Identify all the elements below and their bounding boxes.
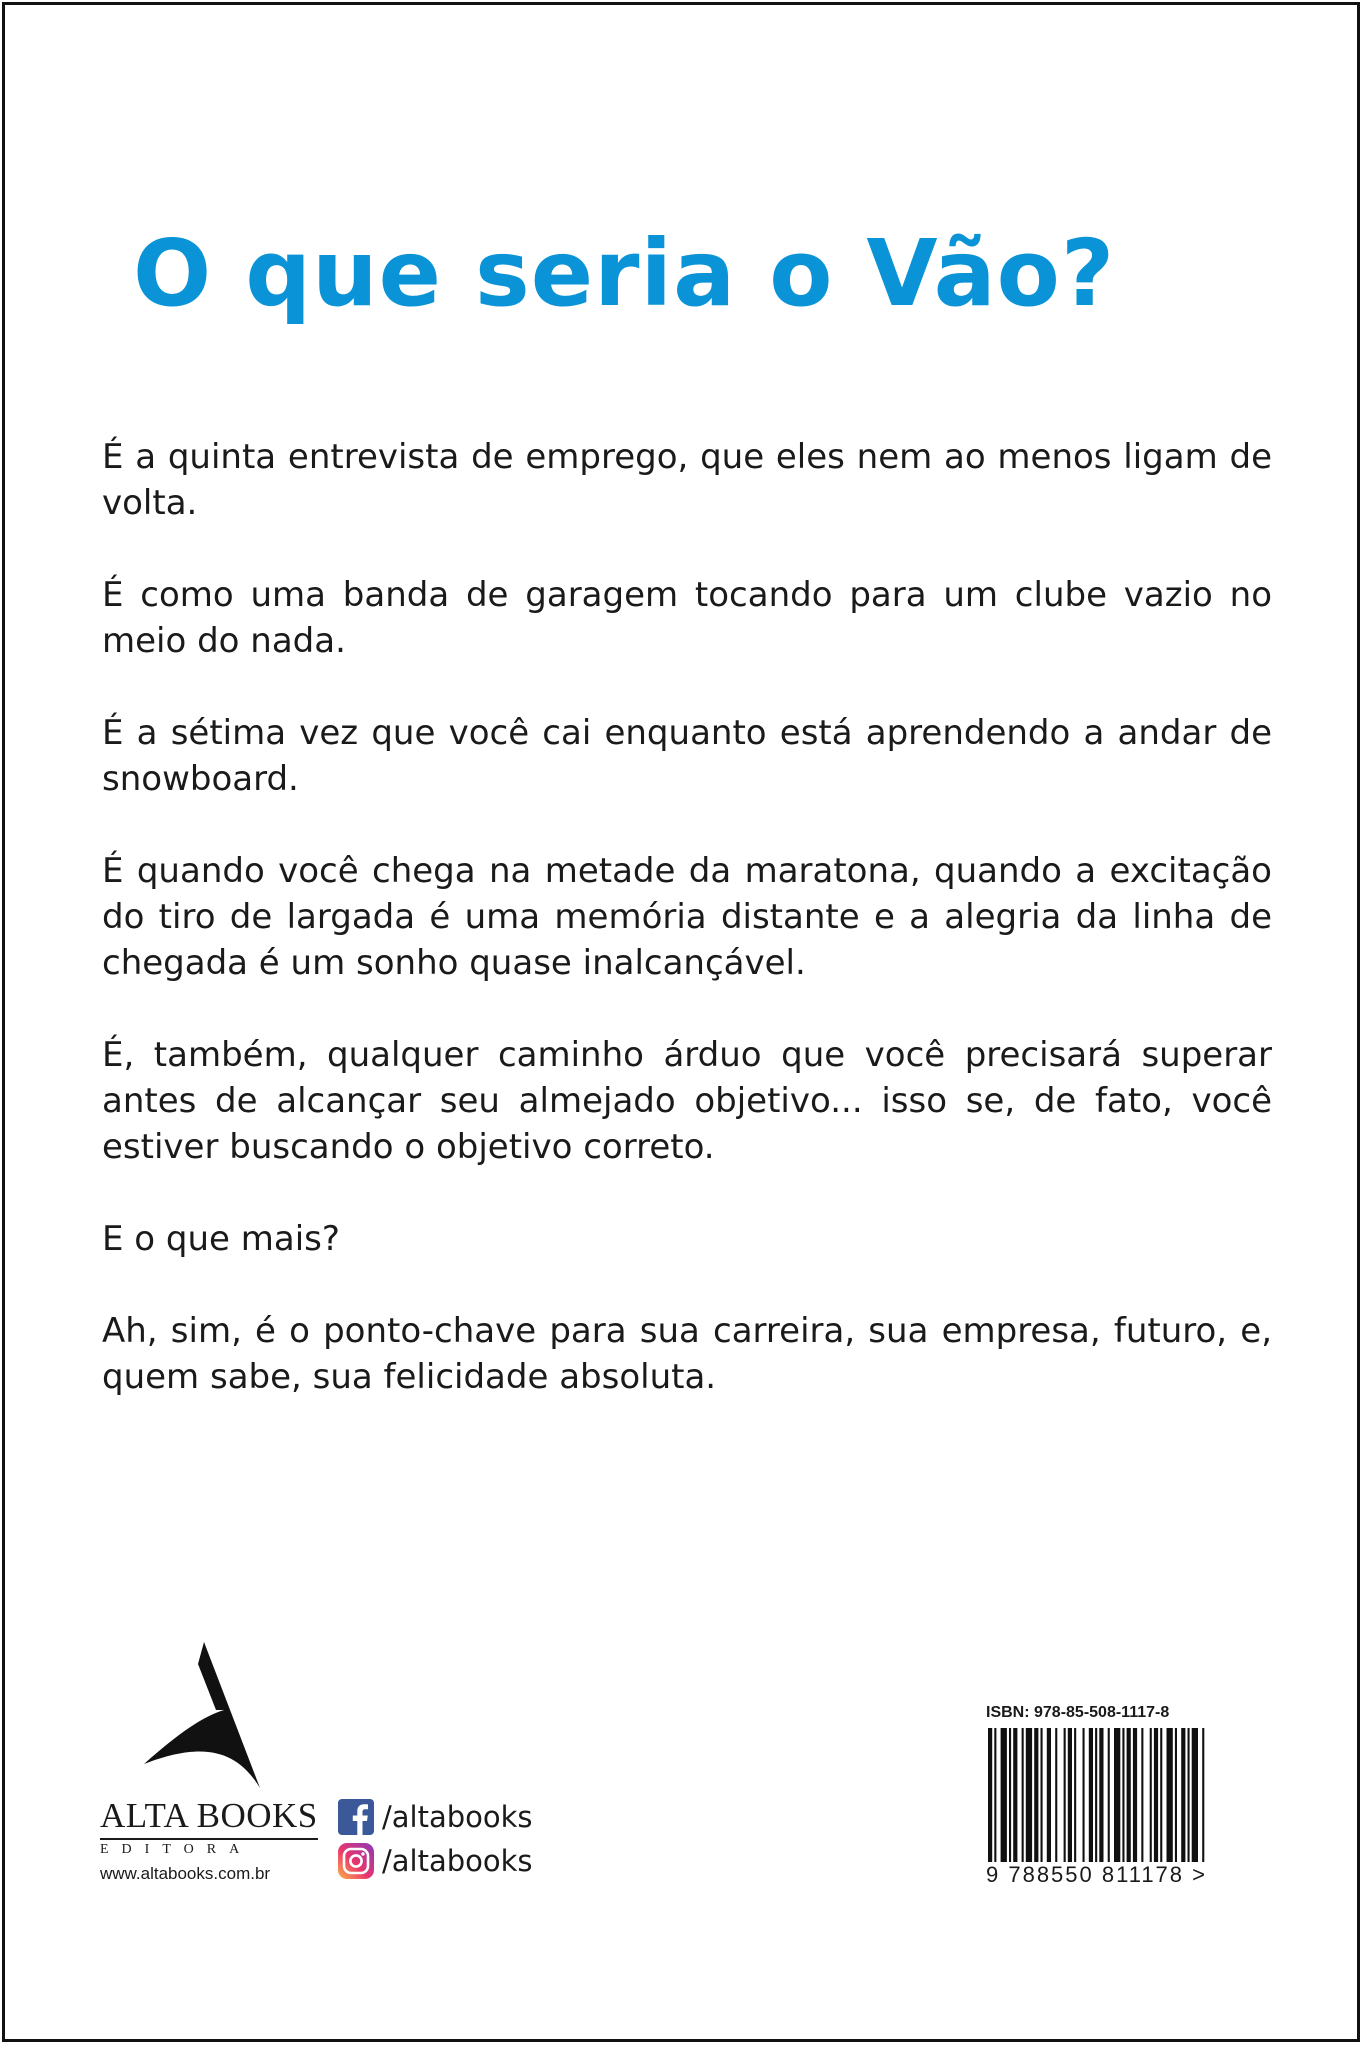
isbn-label: ISBN: 978-85-508-1117-8 bbox=[986, 1704, 1170, 1721]
paragraph: Ah, sim, é o ponto-chave para sua carreira, sua empresa, futuro, e, quem sabe, sua felicidade absoluta. bbox=[102, 1311, 1272, 1397]
body-text bbox=[102, 434, 1272, 1446]
social-instagram[interactable] bbox=[338, 1839, 533, 1883]
paragraph: E o que mais? bbox=[102, 1219, 340, 1259]
publisher-name: ALTA BOOKS bbox=[100, 1796, 318, 1835]
social-links bbox=[338, 1795, 533, 1883]
paragraph: É quando você chega na metade da maratona, quando a excitação do tiro de largada é uma memória distante e a alegria da linha de chegada é um sonho quase inalcançável. bbox=[102, 851, 1272, 983]
publisher-url[interactable]: www.altabooks.com.br bbox=[100, 1864, 271, 1883]
instagram-icon bbox=[338, 1843, 374, 1879]
publisher-subtitle: EDITORA bbox=[100, 1842, 253, 1857]
instagram-handle: /altabooks bbox=[382, 1844, 533, 1878]
facebook-icon bbox=[338, 1799, 374, 1835]
social-facebook[interactable] bbox=[338, 1795, 533, 1839]
alta-books-logo-icon bbox=[142, 1640, 262, 1790]
paragraph: É a quinta entrevista de emprego, que eles nem ao menos ligam de volta. bbox=[102, 437, 1272, 523]
isbn-block bbox=[986, 1704, 1256, 1888]
barcode-icon bbox=[988, 1728, 1242, 1862]
barcode-digits: 9 788550 811178 > bbox=[986, 1862, 1207, 1887]
paragraph: É como uma banda de garagem tocando para um clube vazio no meio do nada. bbox=[102, 575, 1272, 661]
publisher-divider bbox=[100, 1838, 318, 1840]
paragraph: É, também, qualquer caminho árduo que você precisará superar antes de alcançar seu almejado objetivo... isso se, de fato, você estiver buscando o objetivo correto. bbox=[102, 1035, 1272, 1167]
publisher-block bbox=[100, 1640, 325, 1884]
facebook-handle: /altabooks bbox=[382, 1800, 533, 1834]
paragraph: É a sétima vez que você cai enquanto está aprendendo a andar de snowboard. bbox=[102, 713, 1272, 799]
page-title: O que seria o Vão? bbox=[133, 220, 1116, 327]
